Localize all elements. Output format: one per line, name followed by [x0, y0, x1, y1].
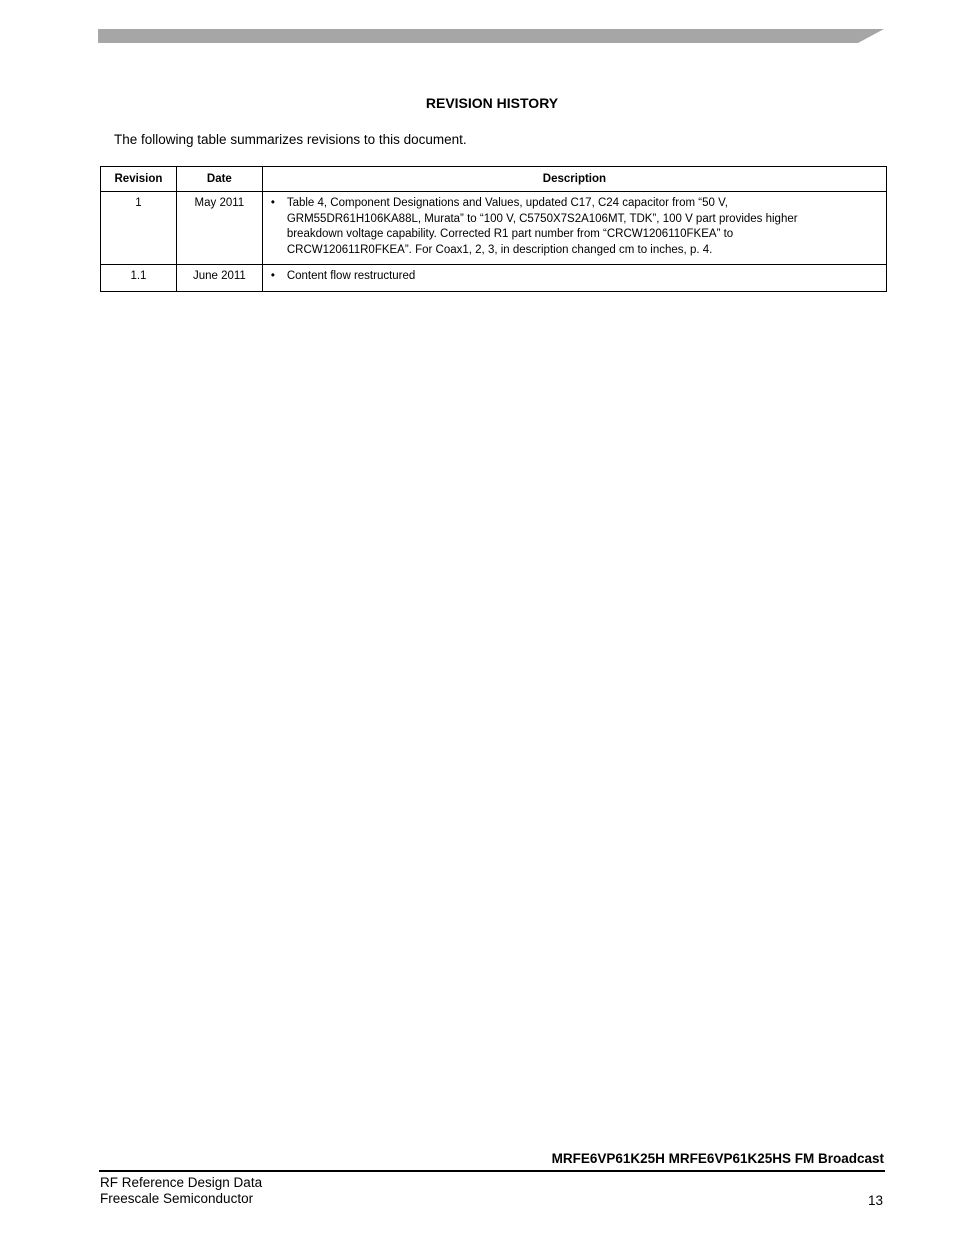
footer-divider: [99, 1170, 885, 1172]
cell-date: May 2011: [176, 192, 262, 265]
footer-publisher: [100, 1175, 262, 1207]
description-line: CRCW120611R0FKEA”. For Coax1, 2, 3, in description changed cm to inches, p. 4.: [286, 243, 713, 256]
bullet-glyph: •: [270, 270, 275, 282]
list-item: [271, 269, 878, 285]
footer-line-1: RF Reference Design Data: [100, 1175, 263, 1190]
header-bar: [98, 29, 884, 43]
cell-description: [262, 265, 886, 292]
header-description: Description: [262, 167, 886, 192]
footer-line-2: Freescale Semiconductor: [100, 1191, 254, 1206]
cell-date: June 2011: [176, 265, 262, 292]
description-line: Table 4, Component Designations and Values, updated C17, C24 capacitor from “50 V,: [286, 197, 728, 209]
header-bar-shape: [98, 29, 884, 43]
header-date: Date: [176, 167, 262, 192]
bullet-glyph: •: [270, 197, 275, 209]
list-item: [271, 196, 878, 258]
revision-table: [100, 166, 887, 292]
description-line: GRM55DR61H106KA88L, Murata” to “100 V, C5750X7S2A106MT, TDK”, 100 V part provides higher: [286, 212, 798, 225]
table-row: [101, 265, 887, 292]
description-line: breakdown voltage capability. Corrected R1 part number from “CRCW1206110FKEA” to: [286, 228, 734, 240]
table-row: [101, 192, 887, 265]
description-text: [287, 196, 878, 258]
table-header-row: [101, 167, 887, 192]
header-revision: Revision: [101, 167, 177, 192]
cell-description: [262, 192, 886, 265]
footer-document-title: MRFE6VP61K25H MRFE6VP61K25HS FM Broadcast: [551, 1151, 884, 1166]
intro-text: The following table summarizes revisions to this document.: [114, 132, 467, 147]
description-line: Content flow restructured: [286, 270, 416, 282]
cell-revision: 1: [101, 192, 177, 265]
page-number: 13: [867, 1193, 883, 1208]
cell-revision: 1.1: [101, 265, 177, 292]
page-title: REVISION HISTORY: [425, 95, 559, 111]
description-text: [287, 269, 878, 285]
